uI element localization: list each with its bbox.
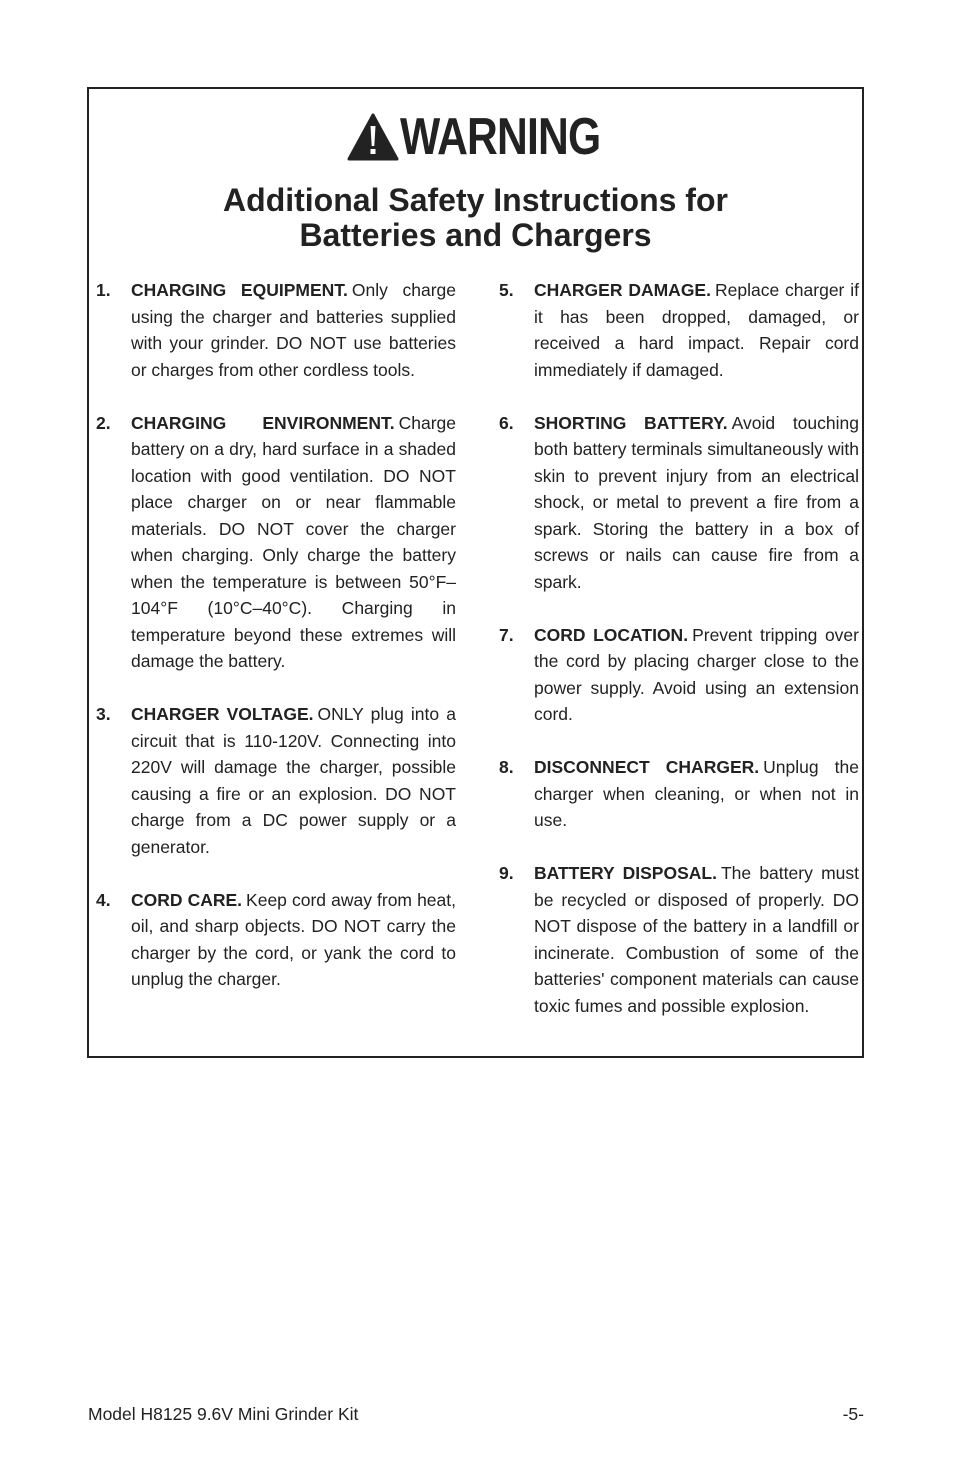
item-heading: CHARGING EQUIPMENT. bbox=[131, 280, 348, 300]
item-number: 4. bbox=[96, 889, 111, 910]
item-heading: CORD LOCATION. bbox=[534, 624, 689, 645]
list-item bbox=[96, 410, 456, 675]
item-number: 1. bbox=[96, 280, 111, 300]
item-heading: CHARGING ENVIRONMENT. bbox=[131, 412, 395, 433]
item-heading: DISCONNECT CHARGER. bbox=[534, 757, 760, 777]
warning-triangle-icon bbox=[347, 112, 399, 162]
right-column bbox=[499, 277, 859, 1046]
list-item bbox=[96, 277, 456, 383]
item-body: Only charge using the charger and batteries supplied with your grinder. DO NOT use batteries or charges from other cordless tools. bbox=[131, 280, 456, 380]
item-number: 7. bbox=[499, 624, 514, 645]
item-body: ONLY plug into a circuit that is 110-120V. Connecting into 220V will damage the charger, possible causing a fire or an explosion. DO NOT charge from a DC power supply or a generator. bbox=[131, 704, 456, 857]
item-number: 9. bbox=[499, 863, 514, 883]
page-footer bbox=[88, 1404, 864, 1425]
item-number: 2. bbox=[96, 412, 111, 433]
item-heading: SHORTING BATTERY. bbox=[534, 412, 728, 433]
item-body: Avoid touching both battery terminals simultaneously with skin to prevent injury from an electrical shock, or metal to prevent a fire from a spark. Storing the battery in a box of screws or nails can cause fire from a spark. bbox=[534, 412, 859, 592]
item-number: 3. bbox=[96, 704, 111, 724]
item-body: Prevent tripping over the cord by placing charger close to the power supply. Avoid using an extension cord. bbox=[534, 624, 859, 724]
item-body: Charge battery on a dry, hard surface in a shaded location with good ventilation. DO NOT place charger on or near flammable materials. DO NOT cover the charger when charging. Only charge the battery when the temperature is between 50°F–104°F (10°C–40°C). Charging in temperature beyond these extremes will damage the battery. bbox=[131, 412, 456, 671]
footer-page-number: -5- bbox=[842, 1404, 864, 1424]
list-item bbox=[499, 754, 859, 834]
item-body: Unplug the charger when cleaning, or when not in use. bbox=[534, 757, 859, 830]
list-item bbox=[499, 622, 859, 728]
title-line-2: Batteries and Chargers bbox=[299, 217, 652, 253]
item-number: 8. bbox=[499, 757, 514, 777]
page-title bbox=[89, 183, 862, 253]
warning-header bbox=[89, 107, 862, 167]
warning-word: WARNING bbox=[399, 108, 601, 166]
title-line-1: Additional Safety Instructions for bbox=[223, 182, 728, 218]
item-body: The battery must be recycled or disposed of properly. DO NOT dispose of the battery in a landfill or incinerate. Combustion of some of the batteries' component materials can cause toxic fumes and possible explosion. bbox=[534, 863, 859, 1016]
warning-box bbox=[87, 87, 864, 1058]
item-number: 6. bbox=[499, 412, 514, 433]
footer-model: Model H8125 9.6V Mini Grinder Kit bbox=[88, 1404, 359, 1424]
item-body: Replace charger if it has been dropped, damaged, or received a hard impact. Repair cord immediately if damaged. bbox=[534, 280, 859, 380]
list-item bbox=[499, 410, 859, 596]
list-item bbox=[96, 887, 456, 993]
item-heading: CORD CARE. bbox=[131, 889, 243, 910]
item-heading: CHARGER DAMAGE. bbox=[534, 280, 711, 300]
list-item bbox=[96, 701, 456, 860]
list-item bbox=[499, 277, 859, 383]
left-column bbox=[96, 277, 456, 1019]
item-number: 5. bbox=[499, 280, 514, 300]
item-body: Keep cord away from heat, oil, and sharp objects. DO NOT carry the charger by the cord, or yank the cord to unplug the charger. bbox=[131, 889, 456, 989]
list-item bbox=[499, 860, 859, 1019]
item-heading: CHARGER VOLTAGE. bbox=[131, 704, 314, 724]
item-heading: BATTERY DISPOSAL. bbox=[534, 863, 717, 883]
